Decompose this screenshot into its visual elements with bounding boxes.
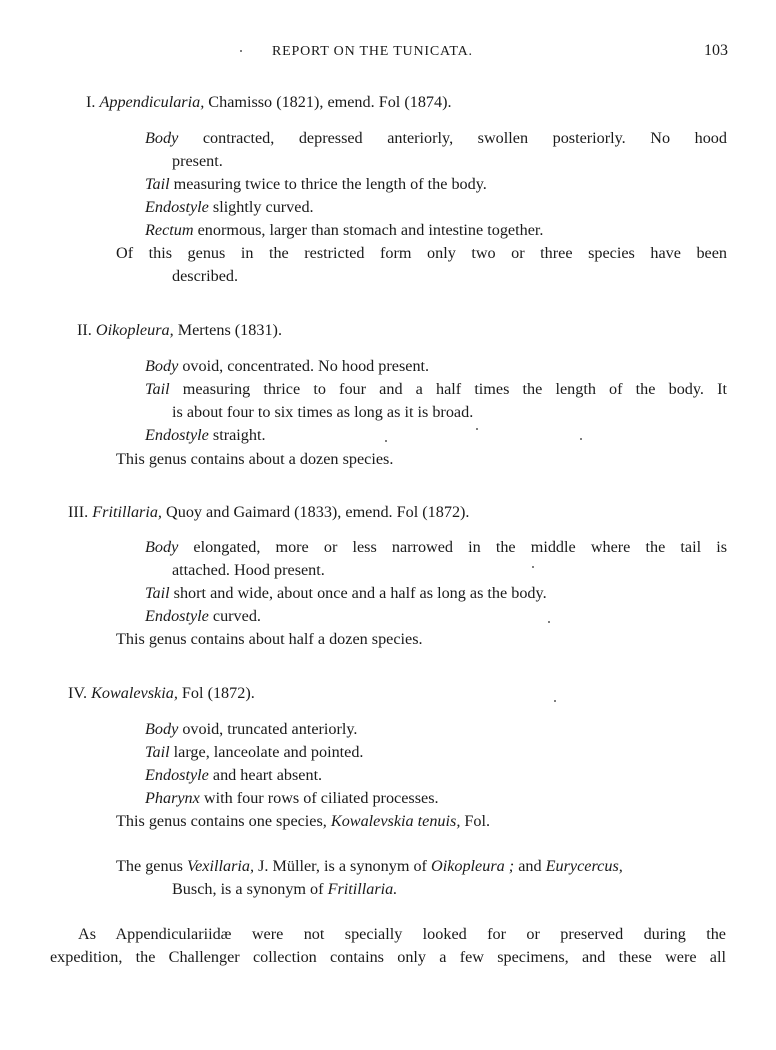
diagnosis-line — [145, 765, 322, 785]
genus-numeral: IV. — [68, 684, 88, 702]
page-number: 103 — [704, 42, 728, 59]
diagnosis-line — [145, 788, 439, 808]
genus-authority: Fol (1872). — [177, 684, 255, 702]
diagnosis-text: contracted, depressed anteriorly, swollen posteriorly. No hood — [178, 129, 727, 147]
scan-speck — [476, 428, 478, 430]
diagnosis-line — [145, 356, 429, 376]
synonym-genus: Eurycercus, — [545, 857, 623, 875]
diagnosis-line — [145, 379, 727, 399]
diagnosis-line — [145, 606, 261, 626]
genus-name: Kowalevskia, — [91, 684, 178, 702]
genus-name: Oikopleura, — [95, 321, 174, 339]
genus-numeral: I. — [86, 93, 96, 111]
genus-numeral: II. — [77, 321, 92, 339]
diagnosis-text: short and wide, about once and a half as long as the body. — [169, 584, 547, 602]
diagnosis-term: Tail — [145, 380, 170, 398]
valid-genus: Oikopleura ; — [431, 857, 515, 875]
diagnosis-term: Tail — [145, 584, 170, 602]
genus-heading — [86, 92, 452, 112]
running-header — [0, 42, 776, 66]
genus-numeral: III. — [68, 503, 89, 521]
genus-note-text: This genus contains about a dozen species. — [116, 450, 394, 468]
genus-note — [116, 243, 727, 263]
genus-heading — [68, 502, 469, 522]
genus-note — [172, 266, 238, 286]
scan-speck — [548, 621, 550, 623]
diagnosis-text: present. — [172, 152, 223, 170]
diagnosis-text: measuring twice to thrice the length of the body. — [169, 175, 487, 193]
diagnosis-term: Endostyle — [145, 766, 209, 784]
genus-note-text: described. — [172, 267, 239, 285]
diagnosis-text: elongated, more or less narrowed in the middle where the tail is — [178, 538, 727, 556]
diagnosis-text: curved. — [208, 607, 261, 625]
scan-speck — [554, 700, 556, 702]
genus-name: Fritillaria, — [92, 503, 162, 521]
genus-heading — [77, 320, 282, 340]
scan-speck — [240, 50, 242, 52]
paragraph-text: expedition, the Challenger collection contains only a few specimens, and these were all — [50, 948, 726, 966]
diagnosis-term: Endostyle — [145, 426, 209, 444]
diagnosis-text: with four rows of ciliated processes. — [199, 789, 439, 807]
diagnosis-text: large, lanceolate and pointed. — [169, 743, 364, 761]
diagnosis-line — [145, 174, 487, 194]
diagnosis-line — [172, 560, 325, 580]
diagnosis-line — [145, 220, 543, 240]
genus-note-text: Of this genus in the restricted form only two or three species have been — [116, 244, 727, 262]
diagnosis-text: measuring thrice to four and a half times the length of the body. It — [169, 380, 727, 398]
diagnosis-text: ovoid, truncated anteriorly. — [178, 720, 358, 738]
genus-authority: Chamisso (1821), emend. Fol (1874). — [204, 93, 452, 111]
diagnosis-term: Endostyle — [145, 198, 209, 216]
species-name: Kowalevskia tenuis, — [330, 812, 461, 830]
synonymy-text: Busch, is a synonym of — [172, 880, 328, 898]
diagnosis-term: Body — [145, 538, 179, 556]
synonymy-text: J. Müller, is a synonym of — [254, 857, 431, 875]
diagnosis-term: Tail — [145, 175, 170, 193]
genus-authority: Quoy and Gaimard (1833), emend. Fol (1872). — [161, 503, 470, 521]
paragraph-line — [50, 947, 726, 967]
valid-genus: Fritillaria. — [327, 880, 398, 898]
diagnosis-term: Body — [145, 720, 179, 738]
diagnosis-text: straight. — [208, 426, 266, 444]
synonymy-text: and — [514, 857, 546, 875]
diagnosis-line — [145, 742, 363, 762]
genus-authority: Mertens (1831). — [173, 321, 282, 339]
diagnosis-text: and heart absent. — [208, 766, 323, 784]
diagnosis-line — [145, 197, 314, 217]
diagnosis-line — [145, 425, 266, 445]
scan-speck — [580, 438, 582, 440]
diagnosis-text: enormous, larger than stomach and intestine together. — [193, 221, 544, 239]
synonymy-line — [172, 879, 397, 899]
synonymy-text: The genus — [116, 857, 188, 875]
genus-name: Appendicularia, — [99, 93, 205, 111]
paragraph-line — [78, 924, 726, 944]
paragraph-text: As Appendiculariidæ were not specially looked for or preserved during the — [78, 925, 726, 943]
diagnosis-text: ovoid, concentrated. No hood present. — [178, 357, 430, 375]
genus-note-text: This genus contains about half a dozen species. — [116, 630, 423, 648]
diagnosis-line — [172, 402, 473, 422]
genus-heading — [68, 683, 255, 703]
genus-note — [116, 629, 423, 649]
diagnosis-line — [145, 583, 547, 603]
synonym-genus: Vexillaria, — [187, 857, 255, 875]
running-title: REPORT ON THE TUNICATA. — [272, 44, 473, 59]
diagnosis-term: Tail — [145, 743, 170, 761]
genus-note — [116, 811, 490, 831]
scan-speck — [532, 566, 534, 568]
diagnosis-text: slightly curved. — [208, 198, 314, 216]
diagnosis-text: is about four to six times as long as it is broad. — [172, 403, 474, 421]
diagnosis-line — [145, 128, 727, 148]
diagnosis-line — [145, 537, 727, 557]
diagnosis-term: Endostyle — [145, 607, 209, 625]
diagnosis-line — [145, 719, 357, 739]
diagnosis-text: attached. Hood present. — [172, 561, 325, 579]
genus-note-text: Fol. — [460, 812, 491, 830]
scan-speck — [385, 440, 387, 442]
synonymy-line — [116, 856, 623, 876]
diagnosis-term: Body — [145, 129, 179, 147]
diagnosis-term: Body — [145, 357, 179, 375]
diagnosis-term: Pharynx — [145, 789, 200, 807]
genus-note-text: This genus contains one species, — [116, 812, 331, 830]
genus-note — [116, 449, 393, 469]
diagnosis-term: Rectum — [145, 221, 194, 239]
diagnosis-line — [172, 151, 223, 171]
